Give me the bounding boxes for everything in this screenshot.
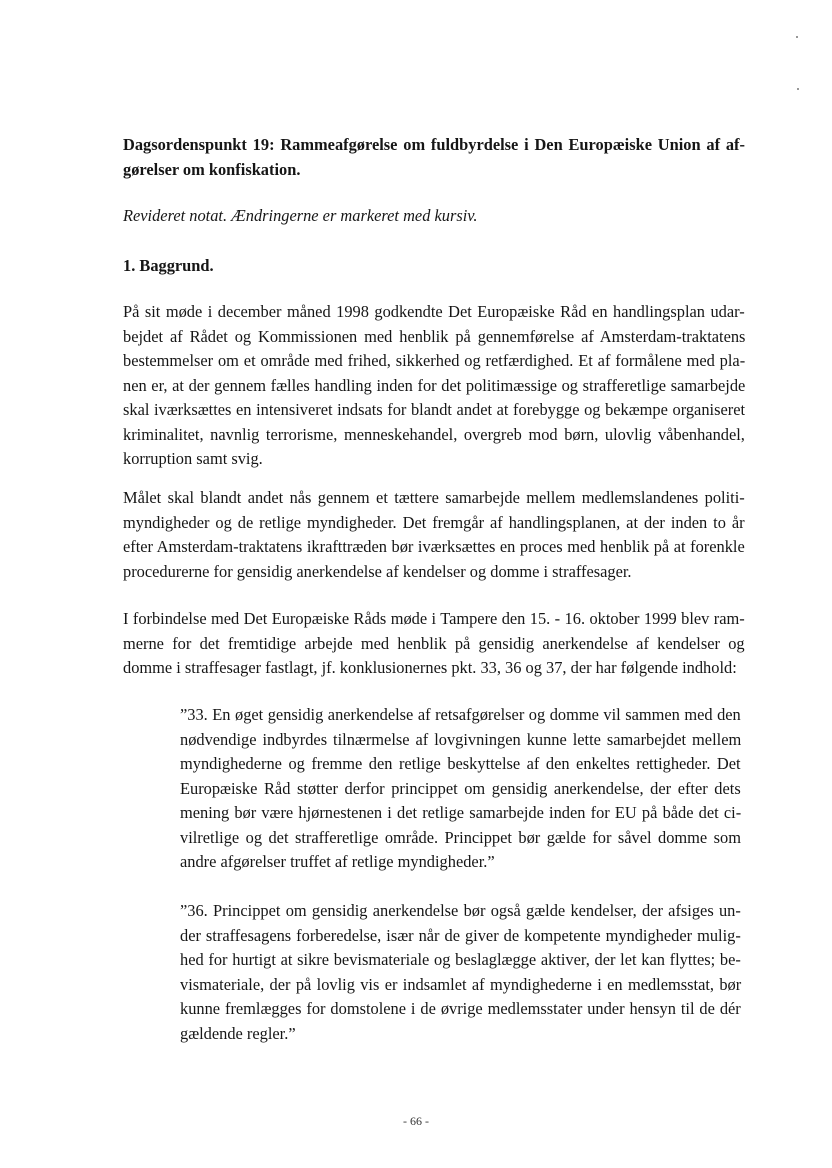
paragraph-line: På sit møde i december måned 1998 godkendte Det Europæiske Råd en handlingsplan udar-	[123, 302, 745, 321]
quote-line: der straffesagens forberedelse, især når de giver de kompetente myndigheder mulig-	[180, 925, 741, 945]
heading-line: Dagsordenspunkt 19: Rammeafgørelse om fuldbyrdelse i Den Europæiske Union af af-	[123, 135, 745, 154]
paragraph-line: nen er, at der gennem fælles handling inden for det politimæssige og strafferetlige samarbejde	[123, 375, 746, 395]
paragraph-line: procedurerne for gensidig anerkendelse af kendelser og domme i straffesager.	[123, 561, 632, 581]
quote-line: vilretlige og det strafferetlige område. Princippet bør gælde for såvel domme som	[180, 827, 741, 847]
quote-line: hed for hurtigt at sikre bevismateriale og beslaglægge aktiver, der let kan flyttes; be-	[180, 950, 741, 969]
quote-line: ”36. Princippet om gensidig anerkendelse bør også gælde kendelser, der afsiges un-	[180, 901, 741, 920]
quote-line: gældende regler.”	[180, 1023, 296, 1043]
paragraph-line: domme i straffesager fastlagt, jf. konklusionernes pkt. 33, 36 og 37, der har følgende indhold:	[123, 658, 737, 677]
paragraph-line: efter Amsterdam-traktatens ikrafttræden bør iværksættes en proces med henblik på at forenkle	[123, 537, 745, 556]
paragraph-line: bejdet af Rådet og Kommissionen med henblik på gennemførelse af Amsterdam-traktatens	[123, 326, 746, 346]
paragraph-line: bestemmelser om et område med frihed, sikkerhed og retfærdighed. Et af formålene med pla-	[123, 351, 746, 370]
quote-line: ”33. En øget gensidig anerkendelse af retsafgørelser og domme vil sammen med den	[180, 705, 741, 724]
paragraph-line: merne for det fremtidige arbejde med henblik på gensidig anerkendelse af kendelser og	[123, 633, 745, 653]
paragraph-line: kriminalitet, navnlig terrorisme, menneskehandel, overgreb mod børn, ulovlig våbenhandel,	[123, 424, 745, 444]
quote-line: vismateriale, der på lovlig vis er indsamlet af myndighederne i en medlemsstat, bør	[180, 974, 742, 994]
quote-line: myndighederne og fremme den retlige beskyttelse af den enkeltes rettigheder. Det	[180, 754, 741, 773]
revised-note: Revideret notat. Ændringerne er markeret med kursiv.	[123, 206, 478, 225]
scan-speck	[796, 36, 798, 38]
heading-line: gørelser om konfiskation.	[123, 160, 301, 179]
paragraph-line: I forbindelse med Det Europæiske Råds møde i Tampere den 15. - 16. oktober 1999 blev ram-	[123, 609, 745, 628]
quote-line: nødvendige indbyrdes tilnærmelse af lovgivningen kunne lette samarbejdet mellem	[180, 729, 742, 749]
quote-line: mening bør være hjørnestenen i det retlige samarbejde inden for EU på både det ci-	[180, 803, 742, 822]
paragraph-line: skal iværksættes en intensiveret indsats for blandt andet at forebygge og bekæmpe organiseret	[123, 400, 746, 419]
scan-speck	[797, 88, 799, 90]
paragraph-line: korruption samt svig.	[123, 449, 263, 468]
quote-line: andre afgørelser truffet af retlige myndigheder.”	[180, 852, 495, 871]
section-title: 1. Baggrund.	[123, 256, 214, 275]
page-number: - 66 -	[403, 1114, 429, 1128]
paragraph-line: myndigheder og de retlige myndigheder. Det fremgår af handlingsplanen, at der inden to år	[123, 512, 745, 532]
quote-line: kunne fremlægges for domstolene i de øvrige medlemsstater under hensyn til de dér	[180, 999, 741, 1018]
quote-line: Europæiske Råd støtter derfor princippet om gensidig anerkendelse, der efter dets	[180, 778, 741, 798]
paragraph-line: Målet skal blandt andet nås gennem et tættere samarbejde mellem medlemslandenes politi-	[123, 488, 745, 507]
